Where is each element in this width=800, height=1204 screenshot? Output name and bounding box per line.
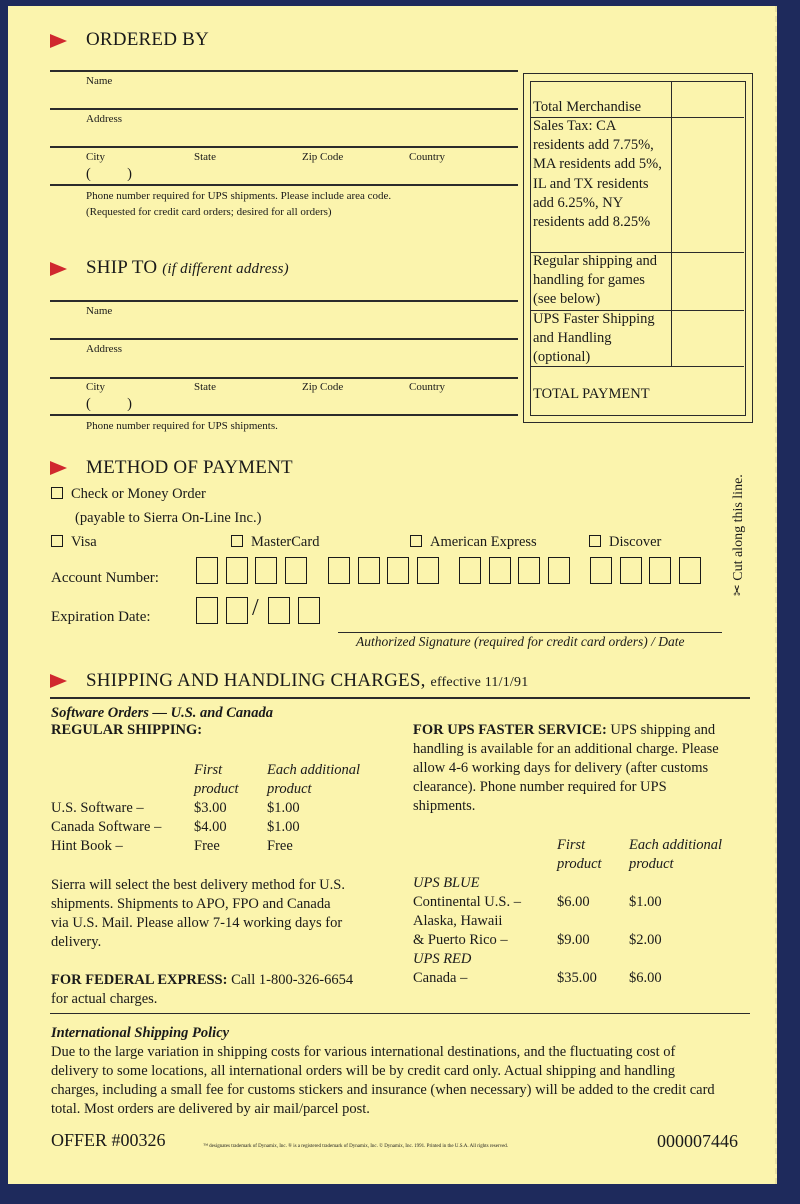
rate-row-each: Free (267, 838, 293, 854)
ship-phone-rule (50, 414, 518, 416)
sierra-note-line: via U.S. Mail. Please allow 7-14 working days for (51, 915, 343, 931)
international-line: charges, including a small fee for customs stickers and insurance (when necessary) will be added to the credit card (51, 1082, 715, 1098)
account-digit-box[interactable] (590, 557, 612, 584)
ups-rate-first: $6.00 (557, 894, 590, 910)
sierra-note-line: Sierra will select the best delivery method for U.S. (51, 877, 345, 893)
check-label: Check or Money Order (71, 486, 206, 502)
ship-city-label: City (86, 381, 105, 393)
ship-phone-note: Phone number required for UPS shipments. (86, 420, 278, 432)
account-digit-box[interactable] (285, 557, 307, 584)
ups-red-heading: UPS RED (413, 951, 472, 967)
expiration-label: Expiration Date: (51, 609, 151, 625)
ship-to-subtitle: (if different address) (162, 261, 289, 277)
visa-label: Visa (71, 534, 97, 550)
payment-title: METHOD OF PAYMENT (86, 457, 293, 478)
ups-rate-each: $6.00 (629, 970, 662, 986)
account-digit-box[interactable] (518, 557, 540, 584)
check-option[interactable] (51, 486, 206, 503)
zip-label: Zip Code (302, 151, 344, 163)
ups-note-line: handling is available for an additional charge. Please (413, 741, 719, 757)
ups-rate-each: $1.00 (629, 894, 662, 910)
account-digit-box[interactable] (196, 557, 218, 584)
sales-tax-label: Sales Tax: CA residents add 7.75%, MA residents add 5%, IL and TX residents add 6.25%, NY residents add 8.25% (533, 118, 662, 231)
col-first-header-2: product (194, 781, 239, 797)
ups-rate-label: Continental U.S. – (413, 894, 521, 910)
shipping-bottom-rule (50, 1013, 750, 1014)
name-label: Name (86, 75, 113, 87)
address-field[interactable] (50, 146, 518, 148)
mastercard-checkbox[interactable] (231, 535, 243, 547)
ship-name-field[interactable] (50, 338, 518, 340)
totals-row-divider (530, 366, 744, 367)
rate-row-first: $4.00 (194, 819, 227, 835)
regular-shipping-heading: REGULAR SHIPPING: (51, 722, 203, 738)
phone-note-2: (Requested for credit card orders; desired for all orders) (86, 206, 332, 218)
rate-row-label: Hint Book – (51, 838, 123, 854)
fedex-note-2: for actual charges. (51, 991, 158, 1007)
visa-checkbox[interactable] (51, 535, 63, 547)
address-label: Address (86, 113, 123, 125)
ship-to-title (86, 257, 289, 279)
ups-note-line: clearance). Phone number required for UPS (413, 779, 667, 795)
totals-amount-column (671, 81, 672, 366)
signature-field[interactable] (338, 632, 722, 633)
account-digit-box[interactable] (620, 557, 642, 584)
discover-label: Discover (609, 534, 662, 550)
account-number-label: Account Number: (51, 570, 159, 586)
ups-rate-label: Alaska, Hawaii (413, 913, 503, 929)
fedex-phone: Call 1-800-326-6654 (231, 972, 354, 988)
ups-col-first-header-2: product (557, 856, 602, 872)
country-label: Country (409, 151, 446, 163)
discover-option[interactable] (589, 534, 661, 551)
rate-row-each: $1.00 (267, 800, 300, 816)
ups-rate-first: $35.00 (557, 970, 597, 986)
ups-col-each-header: Each additional (629, 837, 723, 853)
ship-address-field[interactable] (50, 377, 518, 379)
fine-print: ™ designates trademark of Dynamix, Inc. ® is a registered trademark of Dynamix, Inc. © Dynamix, Inc. 1991. Printed in the U.S.A. All rights reserved. (203, 1144, 509, 1149)
expiration-digit-box[interactable] (298, 597, 320, 624)
expiration-digit-box[interactable] (196, 597, 218, 624)
account-digit-box[interactable] (489, 557, 511, 584)
fedex-note (51, 972, 353, 989)
order-code: 000007446 (657, 1131, 738, 1151)
amex-checkbox[interactable] (410, 535, 422, 547)
ship-country-label: Country (409, 381, 446, 393)
offer-number: OFFER #00326 (51, 1130, 166, 1150)
amex-option[interactable] (410, 534, 537, 551)
scissors-icon: ✂ (731, 584, 746, 596)
shipping-effective: effective 11/1/91 (430, 675, 529, 690)
ship-state-label: State (194, 381, 216, 393)
ship-to-top-rule (50, 300, 518, 302)
ship-to-title-text: SHIP TO (86, 257, 158, 278)
section-arrow-icon (50, 461, 67, 475)
ups-service-heading: FOR UPS FASTER SERVICE: (413, 722, 607, 738)
shipping-title (86, 670, 528, 692)
international-line: total. Most orders are delivered by air mail/parcel post. (51, 1101, 370, 1117)
state-label: State (194, 151, 216, 163)
sierra-note-line: shipments. Shipments to APO, FPO and Canada (51, 896, 331, 912)
check-checkbox[interactable] (51, 487, 63, 499)
signature-label: Authorized Signature (required for credit card orders) / Date (356, 634, 685, 649)
visa-option[interactable] (51, 534, 97, 551)
ups-col-each-header-2: product (629, 856, 674, 872)
col-first-header: First (194, 762, 223, 778)
ups-faster-shipping-label: UPS Faster Shipping and Handling (optional) (533, 311, 655, 366)
name-field[interactable] (50, 108, 518, 110)
ups-service-text: UPS shipping and (610, 722, 716, 738)
ups-blue-heading: UPS BLUE (413, 875, 480, 891)
account-digit-box[interactable] (255, 557, 277, 584)
account-digit-box[interactable] (459, 557, 481, 584)
shipping-title-text: SHIPPING AND HANDLING CHARGES, (86, 670, 426, 691)
city-label: City (86, 151, 105, 163)
ups-rate-first: $9.00 (557, 932, 590, 948)
account-digit-box[interactable] (387, 557, 409, 584)
ups-note-line: allow 4-6 working days for delivery (after customs (413, 760, 709, 776)
international-line: Due to the large variation in shipping costs for various international destinations, and the fluctuating cost of (51, 1044, 676, 1060)
phone-note: Phone number required for UPS shipments. Please include area code. (86, 190, 392, 202)
sierra-note-line: delivery. (51, 934, 102, 950)
account-digit-box[interactable] (358, 557, 380, 584)
ups-rate-label: & Puerto Rico – (413, 932, 508, 948)
col-each-header: Each additional (267, 762, 361, 778)
ups-note-line: shipments. (413, 798, 476, 814)
account-digit-box[interactable] (226, 557, 248, 584)
cut-line-note (730, 474, 747, 596)
expiration-digit-box[interactable] (268, 597, 290, 624)
account-digit-box[interactable] (548, 557, 570, 584)
ship-name-label: Name (86, 305, 113, 317)
expiration-slash: / (252, 595, 259, 621)
ups-service-note (413, 722, 715, 739)
fedex-heading: FOR FEDERAL EXPRESS: (51, 972, 228, 988)
ship-address-label: Address (86, 343, 123, 355)
section-arrow-icon (50, 34, 67, 48)
ship-phone-field[interactable]: ( ) (86, 396, 132, 412)
account-digit-box[interactable] (328, 557, 350, 584)
ship-zip-label: Zip Code (302, 381, 344, 393)
cut-line-text: Cut along this line. (731, 474, 746, 581)
account-digit-box[interactable] (417, 557, 439, 584)
international-line: delivery to some locations, all international orders will be by credit card only. Actual shipping and handling (51, 1063, 676, 1079)
total-payment-label: TOTAL PAYMENT (533, 386, 650, 402)
total-merchandise-label: Total Merchandise (533, 99, 642, 115)
section-arrow-icon (50, 262, 67, 276)
amex-label: American Express (430, 534, 537, 550)
regular-shipping-label: Regular shipping and handling for games (see below) (533, 253, 658, 308)
ups-col-first-header: First (557, 837, 586, 853)
international-heading: International Shipping Policy (51, 1025, 230, 1041)
ups-rate-label: Canada – (413, 970, 468, 986)
expiration-digit-box[interactable] (226, 597, 248, 624)
discover-checkbox[interactable] (589, 535, 601, 547)
rate-row-first: $3.00 (194, 800, 227, 816)
mastercard-label: MasterCard (251, 534, 320, 550)
rate-row-first: Free (194, 838, 220, 854)
rate-row-label: U.S. Software – (51, 800, 144, 816)
payable-note: (payable to Sierra On-Line Inc.) (75, 510, 262, 526)
section-arrow-icon (50, 674, 67, 688)
phone-rule (50, 184, 518, 186)
account-digit-box[interactable] (679, 557, 701, 584)
shipping-top-rule (50, 697, 750, 699)
ordered-by-top-rule (50, 70, 518, 72)
software-orders-heading: Software Orders — U.S. and Canada (51, 705, 273, 721)
mastercard-option[interactable] (231, 534, 319, 551)
ups-rate-each: $2.00 (629, 932, 662, 948)
ordered-by-title: ORDERED BY (86, 29, 209, 50)
col-each-header-2: product (267, 781, 312, 797)
phone-field[interactable]: ( ) (86, 166, 132, 182)
rate-row-label: Canada Software – (51, 819, 162, 835)
rate-row-each: $1.00 (267, 819, 300, 835)
account-digit-box[interactable] (649, 557, 671, 584)
